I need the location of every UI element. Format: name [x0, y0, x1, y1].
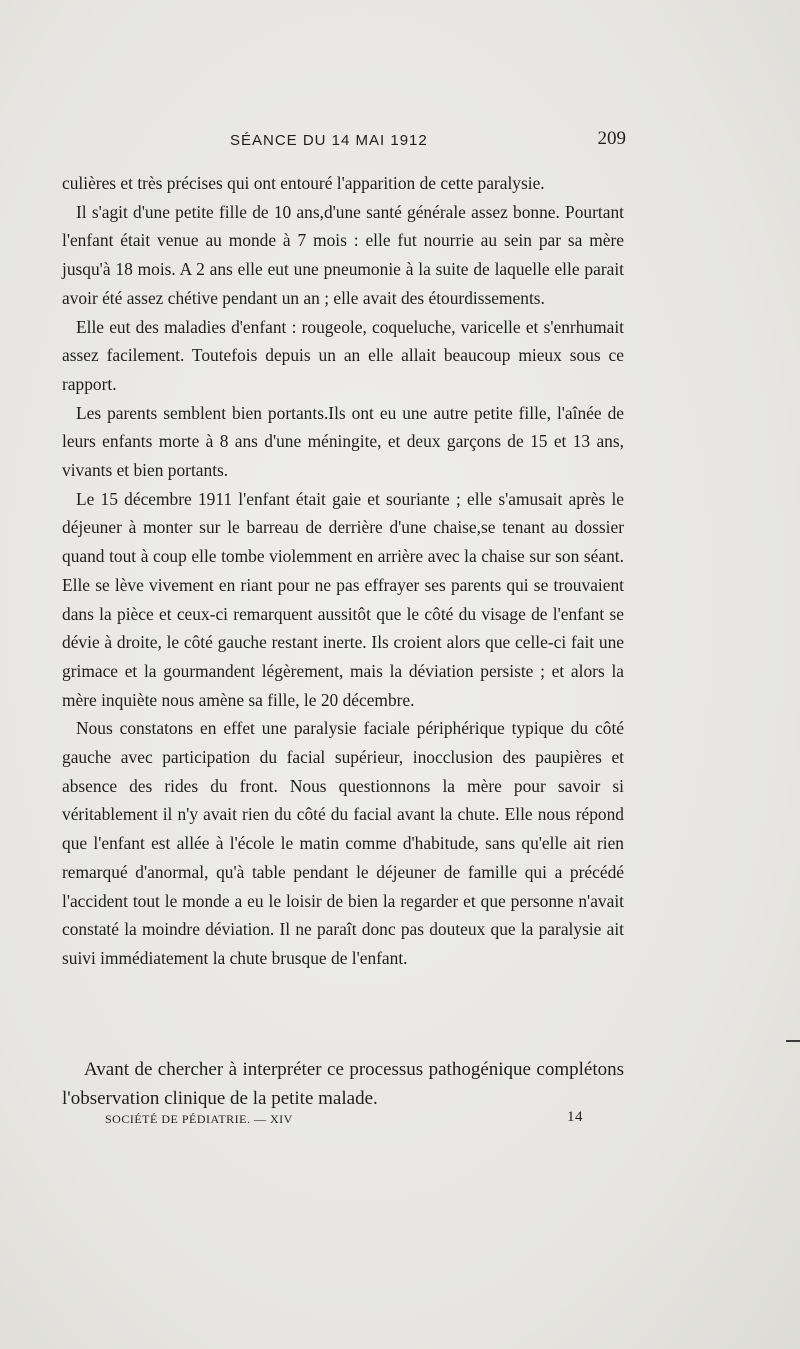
page-footer	[105, 1109, 585, 1127]
body-text	[62, 169, 624, 973]
page-number: 209	[597, 128, 626, 149]
paragraph: Le 15 décembre 1911 l'enfant était gaie et souriante ; elle s'amusait après le déjeuner à monter sur le barreau de derrière d'une chaise,se tenant au dossier quand tout à coup elle tombe violemment en arrière avec la chaise sur son séant. Elle se lève vivement en riant pour ne pas effrayer ses parents qui se trouvaient dans la pièce et ceux-ci remarquent aussitôt que le côté du visage de l'enfant se dévie à droite, le côté gauche restant inerte. Ils croient alors que celle-ci fait une grimace et la gourmandent légèrement, mais la déviation persiste ; et alors la mère inquiète nous amène sa fille, le 20 décembre.	[62, 488, 624, 710]
paragraph: Il s'agit d'une petite fille de 10 ans,d'une santé générale assez bonne. Pourtant l'enfant était venue au monde à 7 mois : elle fut nourrie au sein par sa mère jusqu'à 18 mois. A 2 ans elle eut une pneumonie à la suite de laquelle elle parait avoir été assez chétive pendant un an ; elle avait des étourdissements.	[62, 201, 624, 308]
running-header	[62, 128, 626, 156]
signature-mark: 14	[567, 1109, 583, 1125]
scan-edge-mark	[786, 1040, 800, 1042]
paragraph-continuation: culières et très précises qui ont entouré l'apparition de cette paralysie.	[62, 173, 545, 193]
closing-paragraph	[62, 1055, 624, 1113]
header-title: SÉANCE DU 14 MAI 1912	[230, 132, 428, 149]
paragraph: Les parents semblent bien portants.Ils ont eu une autre petite fille, l'aînée de leurs enfants morte à 8 ans d'une méningite, et deux garçons de 15 et 13 ans, vivants et bien portants.	[62, 402, 624, 481]
paragraph: Nous constatons en effet une paralysie faciale périphérique typique du côté gauche avec participation du facial supérieur, inocclusion des paupières et absence des rides du front. Nous questionnons la mère pour savoir si véritablement il n'y avait rien du côté du facial avant la chute. Elle nous répond que l'enfant est allée à l'école le matin comme d'habitude, sans qu'elle ait rien remarqué d'anormal, qu'à table pendant le déjeuner de famille qui a précédé l'accident tout le monde a eu le loisir de bien la regarder et que personne n'avait constaté la moindre déviation. Il ne paraît donc pas douteux que la paralysie ait suivi immédiatement la chute brusque de l'enfant.	[62, 718, 624, 968]
paragraph: Elle eut des maladies d'enfant : rougeole, coqueluche, varicelle et s'enrhumait assez facilement. Toutefois depuis un an elle allait beaucoup mieux sous ce rapport.	[62, 316, 624, 394]
footer-society: SOCIÉTÉ DE PÉDIATRIE. — XIV	[105, 1112, 293, 1126]
closing-text: Avant de chercher à interpréter ce processus pathogénique complétons l'observation clinique de la petite malade.	[62, 1059, 624, 1109]
